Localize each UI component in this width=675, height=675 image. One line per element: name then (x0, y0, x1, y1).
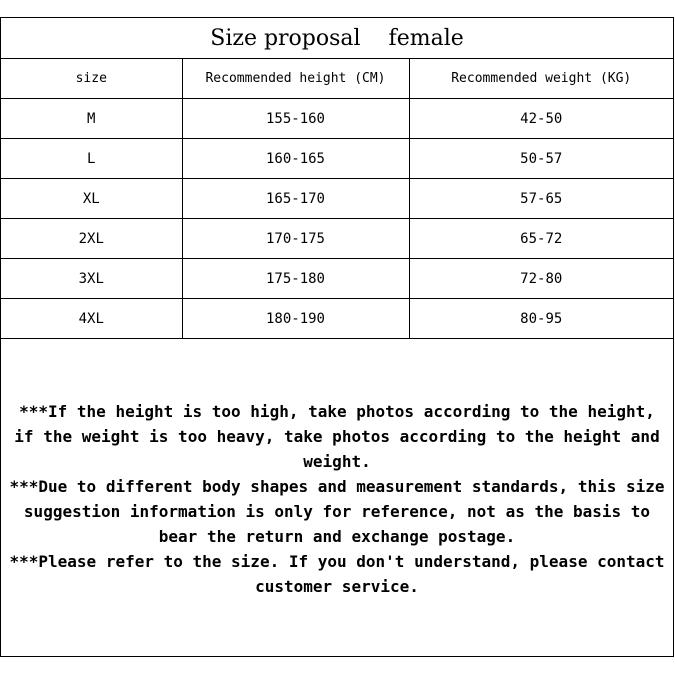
size-cell: 2XL (1, 219, 182, 259)
height-cell: 175-180 (182, 259, 409, 299)
note-height-weight: ***If the height is too high, take photos according to the height, if the weight is too heavy, take photos according to the height and weight. (14, 402, 660, 471)
height-cell: 180-190 (182, 299, 409, 339)
height-cell: 165-170 (182, 179, 409, 219)
header-height: Recommended height (CM) (182, 59, 409, 99)
weight-cell: 42-50 (409, 99, 673, 139)
weight-cell: 50-57 (409, 139, 673, 179)
size-cell: XL (1, 179, 182, 219)
table-row (1, 99, 673, 139)
height-cell: 160-165 (182, 139, 409, 179)
note-disclaimer: ***Due to different body shapes and measurement standards, this size suggestion information is only for reference, not as the basis to bear the return and exchange postage. (9, 477, 665, 546)
size-chart-card (0, 17, 674, 657)
table-row (1, 179, 673, 219)
note-contact: ***Please refer to the size. If you don't understand, please contact customer service. (9, 552, 665, 596)
size-cell: 4XL (1, 299, 182, 339)
table-row (1, 219, 673, 259)
notes-section (1, 399, 673, 599)
weight-cell: 57-65 (409, 179, 673, 219)
chart-title: Size proposal female (1, 18, 673, 59)
size-cell: L (1, 139, 182, 179)
table-row (1, 139, 673, 179)
size-cell: 3XL (1, 259, 182, 299)
table-row (1, 259, 673, 299)
header-size: size (1, 59, 182, 99)
weight-cell: 80-95 (409, 299, 673, 339)
weight-cell: 65-72 (409, 219, 673, 259)
height-cell: 155-160 (182, 99, 409, 139)
size-cell: M (1, 99, 182, 139)
height-cell: 170-175 (182, 219, 409, 259)
size-table (1, 59, 673, 339)
weight-cell: 72-80 (409, 259, 673, 299)
header-weight: Recommended weight (KG) (409, 59, 673, 99)
table-row (1, 299, 673, 339)
header-row (1, 59, 673, 99)
